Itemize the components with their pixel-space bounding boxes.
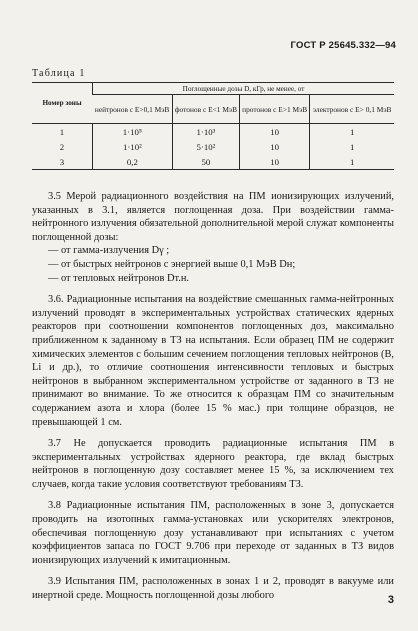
table-caption: Таблица 1 — [32, 68, 86, 79]
zone-column-header: Номер зоны — [32, 83, 93, 124]
body-text — [32, 190, 394, 603]
dose-cell: 50 — [172, 154, 239, 170]
table-row — [32, 154, 394, 170]
paragraph-3-7: 3.7 Не допускается проводить радиационные испытания ПМ в экспериментальных устройствах ядерного реактора, где вклад быстрых нейтронов в поглощенную дозу составляет менее 15 %, за исключением тех случаев, когда такие условия соответствуют требованиям ТЗ. — [32, 438, 394, 490]
dose-cell: 10 — [240, 154, 310, 170]
dose-cell: 1·10⁵ — [93, 124, 173, 140]
paragraph-3-5: 3.5 Мерой радиационного воздействия на ПМ ионизирующих излучений, указанных в 3.1, является поглощенная доза. При воздействии гамма-нейтронного излучения обязательной дополнительной мерой служат компоненты поглощенной дозы: — [32, 191, 394, 243]
dose-cell: 10 — [240, 124, 310, 140]
zone-cell: 2 — [59, 141, 65, 152]
dose-cell: 1 — [310, 124, 394, 140]
column-header-photons: фотонов с E<1 МэВ — [172, 95, 239, 124]
table-row — [32, 139, 394, 154]
dose-cell: 1 — [310, 139, 394, 154]
dose-component-item: — от быстрых нейтронов с энергией выше 0,1 МэВ Dн; — [48, 258, 296, 270]
paragraph-3-8: 3.8 Радиационные испытания ПМ, расположенных в зоне 3, допускается проводить на изотопных гамма-установках или ускорителях электронов, обеспечивая поглощенную дозу устанавливают при испытаниях с учетом коэффициентов запаса по ГОСТ 9.706 при переходе от заданных в ТЗ видов ионизирующих излучений к имитационным. — [32, 500, 394, 566]
dose-cell: 5·10² — [172, 139, 239, 154]
dose-cell: 1·10³ — [172, 124, 239, 140]
dose-cell: 10 — [240, 139, 310, 154]
dose-cell: 1 — [310, 154, 394, 170]
table-row — [32, 124, 394, 140]
paragraph-3-9: 3.9 Испытания ПМ, расположенных в зонах 1 и 2, проводят в вакууме или инертной среде. Мощность поглощенной дозы любого — [32, 576, 394, 602]
paragraph-3-6: 3.6. Радиационные испытания на воздействие смешанных гамма-нейтронных излучений проводят в экспериментальных устройствах статических ядерных реакторов при соотношении компонентов поглощенных доз, максимально приближенном к заданному в ТЗ на испытания. Если образец ПМ не содержит химических элементов с большим сечением поглощения тепловых нейтронов (В, Li и др.), то отличие соотношения интенсивности тепловых и быстрых нейтронов в выбранном экспериментальном устройстве от заданного в ТЗ не принимают во внимание. То же относится к образцам ПМ со значительным содержанием азота и хлора (более 15 % мас.) при толщине образцов, не превышающей 1 см. — [32, 294, 394, 428]
column-header-electrons: электронов с E> 0,1 МэВ — [310, 95, 394, 124]
page-number: 3 — [387, 594, 394, 606]
dose-component-item: — от гамма-излучения Dγ ; — [48, 245, 170, 257]
column-header-neutrons: нейтронов с E>0,1 МэВ — [93, 95, 173, 124]
zone-cell: 1 — [59, 126, 65, 137]
dose-cell: 1·10² — [93, 139, 173, 154]
dose-cell: 0,2 — [93, 154, 173, 170]
zone-cell: 3 — [32, 154, 93, 170]
dose-component-item: — от тепловых нейтронов Dт.н. — [48, 272, 190, 284]
standard-header: ГОСТ Р 25645.332—94 — [290, 40, 396, 51]
column-header-protons: протонов с E>1 МэВ — [240, 95, 310, 124]
dose-table — [32, 82, 394, 170]
dose-group-header: Поглощенные дозы D, кГр, не менее, от — [93, 83, 395, 95]
